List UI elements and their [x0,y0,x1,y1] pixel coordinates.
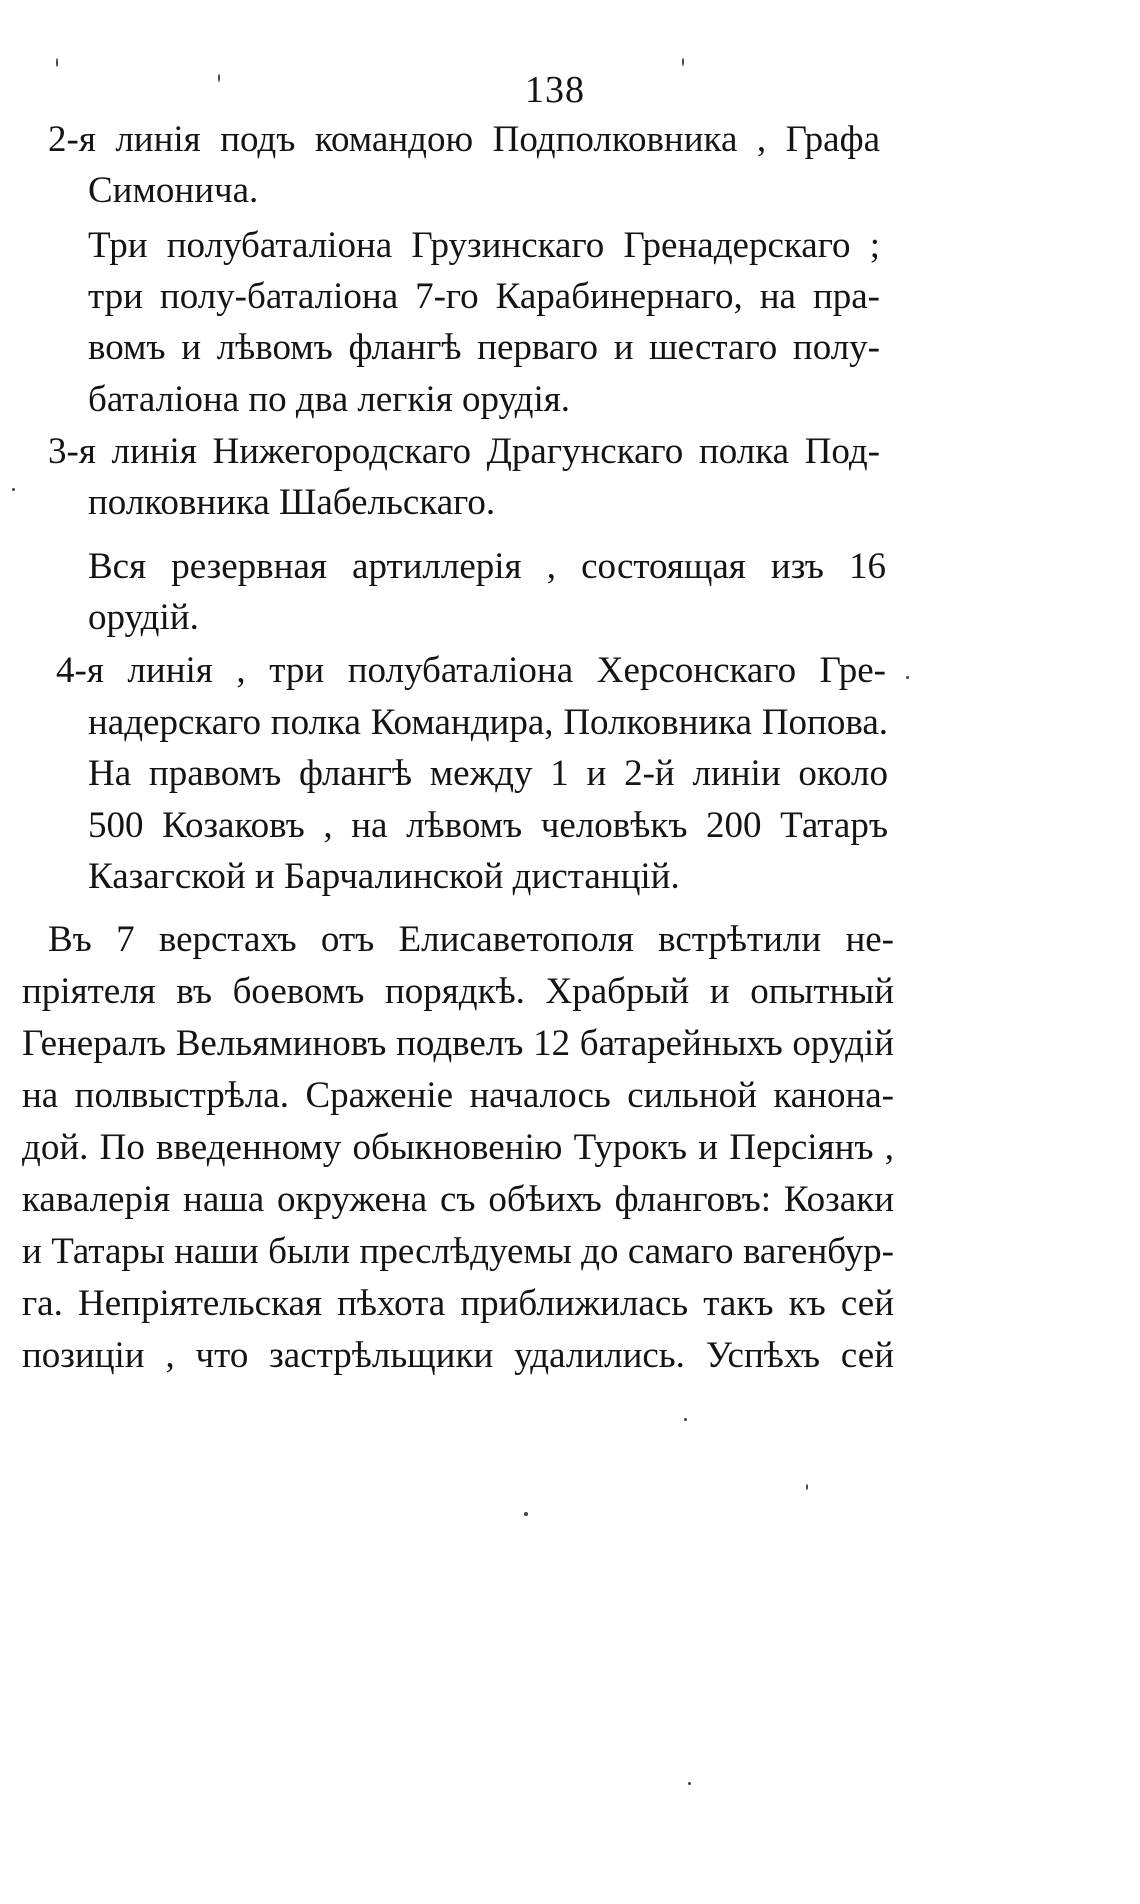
text-line: 3-я линія Нижегородскаго Драгунскаго полка Под- [48,431,880,472]
text-line: три полу-баталіона 7-го Карабинернаго, на пра- [88,276,880,317]
text-line: баталіона по два легкія орудія. [88,379,571,420]
text-line: 2-я линія подъ командою Подполковника , Графа [48,119,880,160]
scan-speck [682,58,684,66]
text-line: Симонича. [88,170,259,211]
text-line: 4-я линія , три полубаталіона Херсонскаго Гре- [56,650,886,691]
scan-speck [688,1782,691,1785]
scan-speck [906,676,909,679]
text-line: Казагской и Барчалинской дистанцій. [88,856,680,897]
text-line: надерскаго полка Командира, Полковника Попова. [88,702,888,743]
text-line: Въ 7 верстахъ отъ Елисаветополя встрѣтили не- [48,919,894,960]
scan-speck [218,74,220,82]
text-line: Вся резервная артиллерія , состоящая изъ 16 [88,546,886,587]
text-line: и Татары наши были преслѣдуемы до самаго вагенбур- [22,1231,894,1272]
scan-speck [684,1418,687,1421]
scan-speck [524,1512,528,1516]
text-line: дой. По введенному обыкновенію Турокъ и Персіянъ , [22,1127,894,1168]
text-line: полковника Шабельскаго. [88,482,496,523]
text-line: позиціи , что застрѣльщики удалились. Успѣхъ сей [22,1335,894,1376]
text-line: вомъ и лѣвомъ флангѣ перваго и шестаго полу- [88,327,880,368]
text-line: 500 Козаковъ , на лѣвомъ человѣкъ 200 Татаръ [88,805,888,846]
text-line: Генералъ Вельяминовъ подвелъ 12 батарейныхъ орудій [22,1023,894,1064]
text-line: га. Непріятельская пѣхота приближилась такъ къ сей [22,1283,894,1324]
text-line: кавалерія наша окружена съ обѣихъ фланговъ: Козаки [22,1179,894,1220]
scan-speck [12,488,15,491]
scan-speck [806,1484,808,1490]
text-line: пріятеля въ боевомъ порядкѣ. Храбрый и опытный [22,971,894,1012]
text-line: на полвыстрѣла. Сраженіе началось сильной канона- [22,1075,894,1116]
text-line: орудій. [88,597,199,638]
page-number: 138 [525,69,585,111]
text-line: На правомъ флангѣ между 1 и 2-й линіи около [88,753,888,794]
scan-speck [56,58,58,67]
text-line: Три полубаталіона Грузинскаго Гренадерскаго ; [88,225,880,266]
